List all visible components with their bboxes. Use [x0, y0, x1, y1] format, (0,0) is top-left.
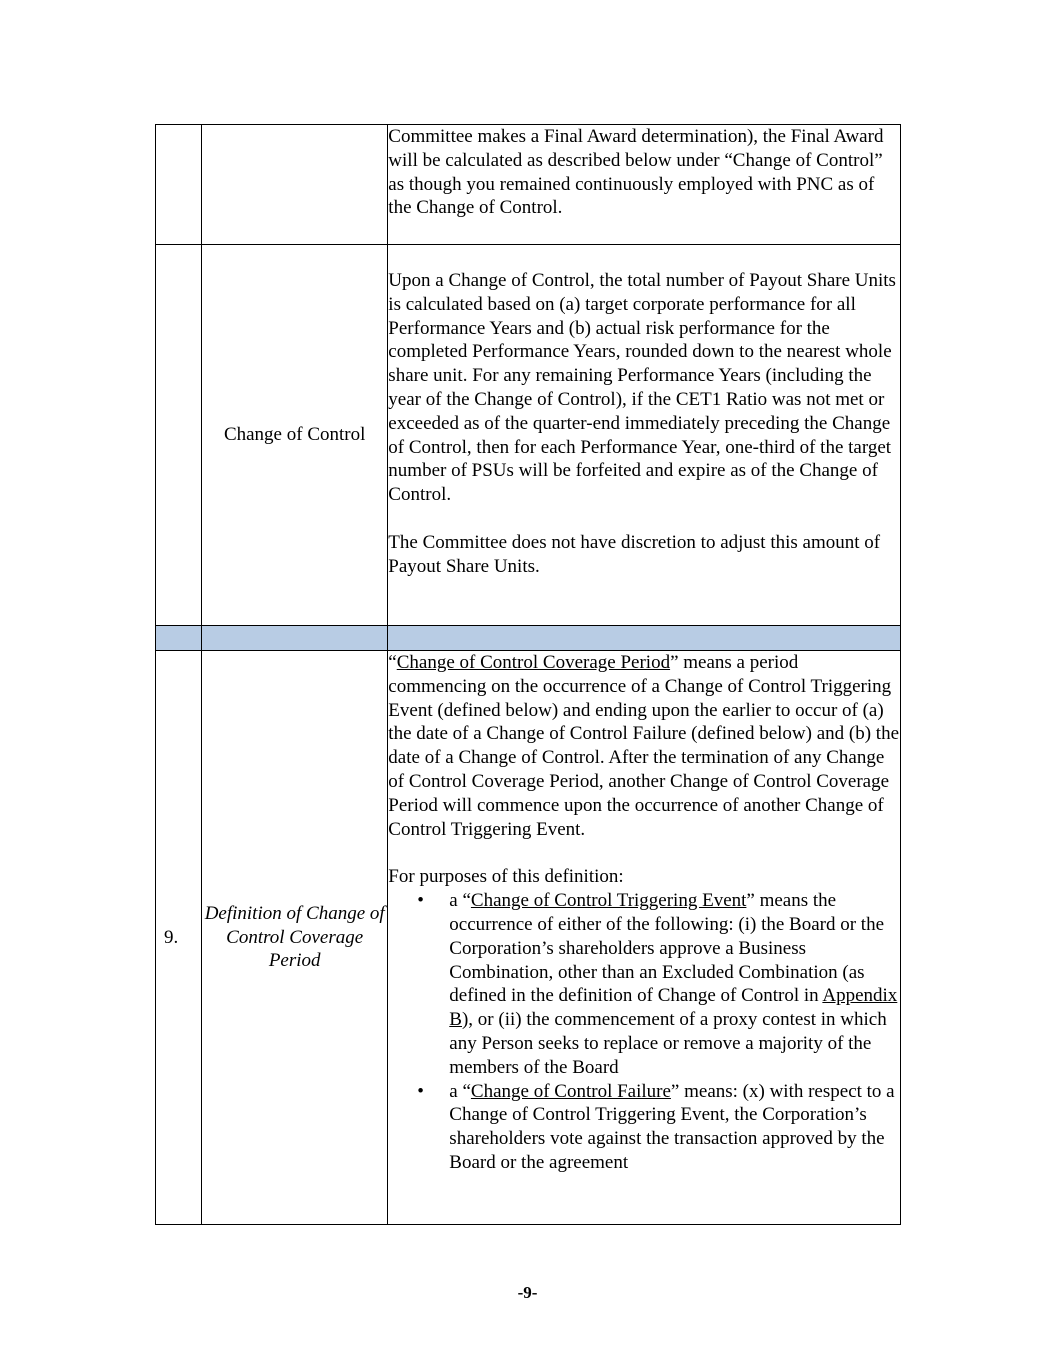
section-9-label: Definition of Change of Control Coverage Period — [204, 902, 385, 972]
table-row-continuation — [156, 125, 901, 245]
award-terms-table — [155, 124, 901, 1225]
page-number: -9- — [517, 1283, 538, 1302]
purposes-intro: For purposes of this definition: — [388, 866, 624, 888]
change-of-control-label: Change of Control — [223, 424, 366, 446]
definition-list — [388, 889, 900, 1175]
defined-term: Change of Control Coverage Period — [396, 652, 671, 673]
row-body-cell — [388, 651, 901, 1225]
row-number-cell — [156, 125, 202, 245]
table-row-change-of-control — [156, 245, 901, 626]
coverage-period-definition: “Change of Control Coverage Period” means a period commencing on the occurrence of a Change of Control Triggering Event (defined below) and ending upon the earlier to occur of (a) the date of a Change of Control Failure (defined below) and (b) the date of a Change of Control. After the termination of any Change of Control Coverage Period, another Change of Control Coverage Period will commence upon the occurrence of another Change of Control Triggering Event. — [388, 652, 900, 840]
row-number-cell — [156, 245, 202, 626]
continuation-text: Committee makes a Final Award determination), the Final Award will be calculated as described below under “Change of Control” as though you remained continuously employed with PNC as of the Change of Control. — [388, 126, 884, 219]
row-label-cell — [202, 651, 388, 1225]
change-of-control-paragraph: Upon a Change of Control, the total number of Payout Share Units is calculated based on (a) target corporate performance for all Performance Years and (b) actual risk performance for the completed Performance Years, rounded down to the nearest whole share unit. For any remaining Performance Years (including the year of the Change of Control), if the CET1 Ratio was not met or exceeded as of the quarter-end immediately preceding the Change of Control, then for each Performance Year, one-third of the target number of PSUs will be forfeited and expire as of the Change of Control. — [388, 270, 896, 506]
defined-term: Change of Control Failure — [470, 1080, 671, 1102]
section-separator-row — [156, 626, 901, 651]
section-number: 9. — [164, 926, 179, 948]
list-item: • a “Change of Control Triggering Event” means the occurrence of either of the following: (i) the Board or the Corporation’s shareholders approve a Business Combination, other than an Excluded Combination (as defined in the definition of Change of Control in Appendix B), or (ii) the commencement of a proxy contest in which any Person seeks to replace or remove a majority of the members of the Board — [388, 889, 900, 1079]
row-number-cell — [156, 651, 202, 1225]
defined-term: Change of Control Triggering Event — [470, 890, 747, 912]
row-label-cell — [202, 245, 388, 626]
row-body-cell — [388, 125, 901, 245]
row-label-cell — [202, 125, 388, 245]
appendix-b-link[interactable]: Appendix B — [449, 985, 898, 1031]
committee-discretion-paragraph: The Committee does not have discretion to adjust this amount of Payout Share Units. — [388, 531, 881, 577]
table-row-section-9 — [156, 651, 901, 1225]
list-item: • a “Change of Control Failure” means: (x) with respect to a Change of Control Triggering Event, the Corporation’s shareholders vote against the transaction approved by the Board or the agreement — [388, 1080, 900, 1175]
row-body-cell — [388, 245, 901, 626]
